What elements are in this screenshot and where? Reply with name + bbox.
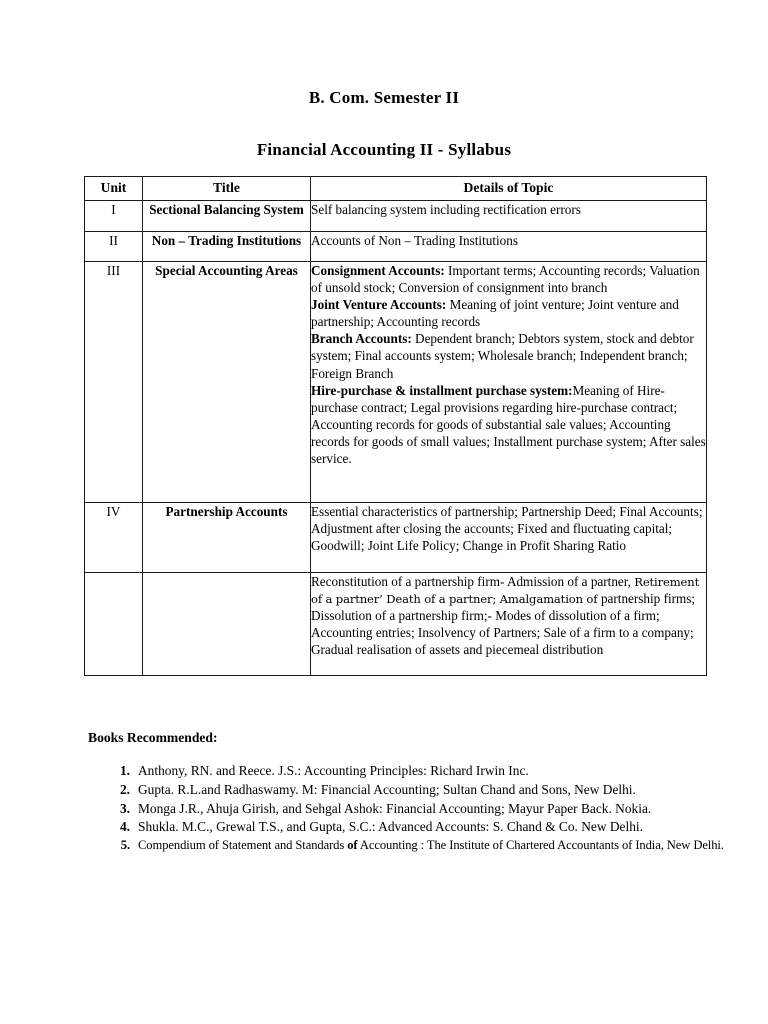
list-item-text: Shukla. M.C., Grewal T.S., and Gupta, S.C.: Advanced Accounts: S. Chand & Co. New Delhi. xyxy=(138,819,643,835)
books-list xyxy=(112,762,730,855)
cell-unit: II xyxy=(85,231,143,261)
list-item-number: 5. xyxy=(120,838,130,853)
cell-title xyxy=(143,572,311,675)
topic-label: Consignment Accounts: xyxy=(311,262,445,278)
cell-title: Partnership Accounts xyxy=(143,502,311,572)
cell-details xyxy=(311,261,707,502)
column-header-title: Title xyxy=(143,177,311,201)
page-title: B. Com. Semester II xyxy=(308,88,460,107)
list-item-text: Anthony, RN. and Reece. J.S.: Accounting Principles: Richard Irwin Inc. xyxy=(138,763,529,778)
list-item-text: Monga J.R., Ahuja Girish, and Sehgal Ashok: Financial Accounting; Mayur Paper Back. Nokia. xyxy=(138,800,652,816)
list-item-number: 1. xyxy=(119,763,130,778)
syllabus-table xyxy=(84,176,707,676)
topic-text: Reconstitution of a partnership firm- Admission of a partner, xyxy=(311,573,635,589)
cell-details: Essential characteristics of partnership; Partnership Deed; Final Accounts; Adjustment after closing the accounts; Fixed and fluctuating capital; Goodwill; Joint Life Policy; Change in Profit Sharing Ratio xyxy=(311,502,707,572)
table-row xyxy=(85,231,707,261)
table-row xyxy=(85,572,707,675)
topic-label: Branch Accounts: xyxy=(311,331,412,347)
cell-title: Special Accounting Areas xyxy=(143,261,311,502)
list-item-text: Compendium of Statement and Standards xyxy=(138,838,348,853)
topic-label: Joint Venture Accounts: xyxy=(311,296,447,312)
list-item-number: 3. xyxy=(119,800,130,816)
cell-title: Sectional Balancing System xyxy=(143,200,311,231)
list-item-text: Gupta. R.L.and Radhaswamy. M: Financial Accounting; Sultan Chand and Sons, New Delhi. xyxy=(138,781,636,797)
list-item xyxy=(119,800,730,818)
list-item-number: 4. xyxy=(119,819,130,835)
table-row xyxy=(85,261,707,502)
list-item xyxy=(119,781,730,799)
topic-text: partnership firms; Dissolution of a partnership firm;- Modes of dissolution of a firm; Accounting entries; Insolvency of Partners; Sale of a firm to a company; Gradual realisation of assets and piecemeal distribution xyxy=(311,590,696,658)
topic-text-alt-font: Retirement of a partner’ Death of a partner; Amalgamation of xyxy=(311,574,700,606)
cell-unit: III xyxy=(85,261,143,502)
topic-label: Hire-purchase & installment purchase system: xyxy=(311,382,573,398)
table-header-row xyxy=(85,177,707,201)
topic-text: Dependent branch; Debtors system, stock and debtor system; Final accounts system; Wholesale branch; Independent branch; Foreign Branch xyxy=(311,331,694,381)
cell-details: Accounts of Non – Trading Institutions xyxy=(311,231,707,261)
list-item-text-bold: of xyxy=(347,838,358,853)
cell-title: Non – Trading Institutions xyxy=(143,231,311,261)
table-row xyxy=(85,502,707,572)
page-subtitle: Financial Accounting II - Syllabus xyxy=(256,140,512,159)
table-row xyxy=(85,200,707,231)
cell-unit: IV xyxy=(85,502,143,572)
cell-unit: I xyxy=(85,200,143,231)
list-item xyxy=(119,762,730,780)
cell-details: Self balancing system including rectification errors xyxy=(311,200,707,231)
list-item xyxy=(120,837,730,854)
cell-unit xyxy=(85,572,143,675)
topic-text: Meaning of Hire-purchase contract; Legal provisions regarding hire-purchase contract; Accounting records for goods of substantial sale values; Accounting records for goods of small values; Installment purchase system; After sales service. xyxy=(311,382,706,467)
topic-text: Meaning of joint venture; Joint venture and partnership; Accounting records xyxy=(311,296,679,330)
column-header-unit: Unit xyxy=(85,177,143,201)
topic-text: Important terms; Accounting records; Valuation of unsold stock; Conversion of consignment into branch xyxy=(311,262,700,295)
books-recommended-heading: Books Recommended: xyxy=(88,730,218,745)
column-header-details: Details of Topic xyxy=(311,177,707,201)
list-item xyxy=(119,818,730,836)
list-item-number: 2. xyxy=(119,781,130,797)
cell-details xyxy=(311,572,707,675)
list-item-text: Accounting : The Institute of Chartered Accountants of India, New Delhi. xyxy=(357,838,724,853)
